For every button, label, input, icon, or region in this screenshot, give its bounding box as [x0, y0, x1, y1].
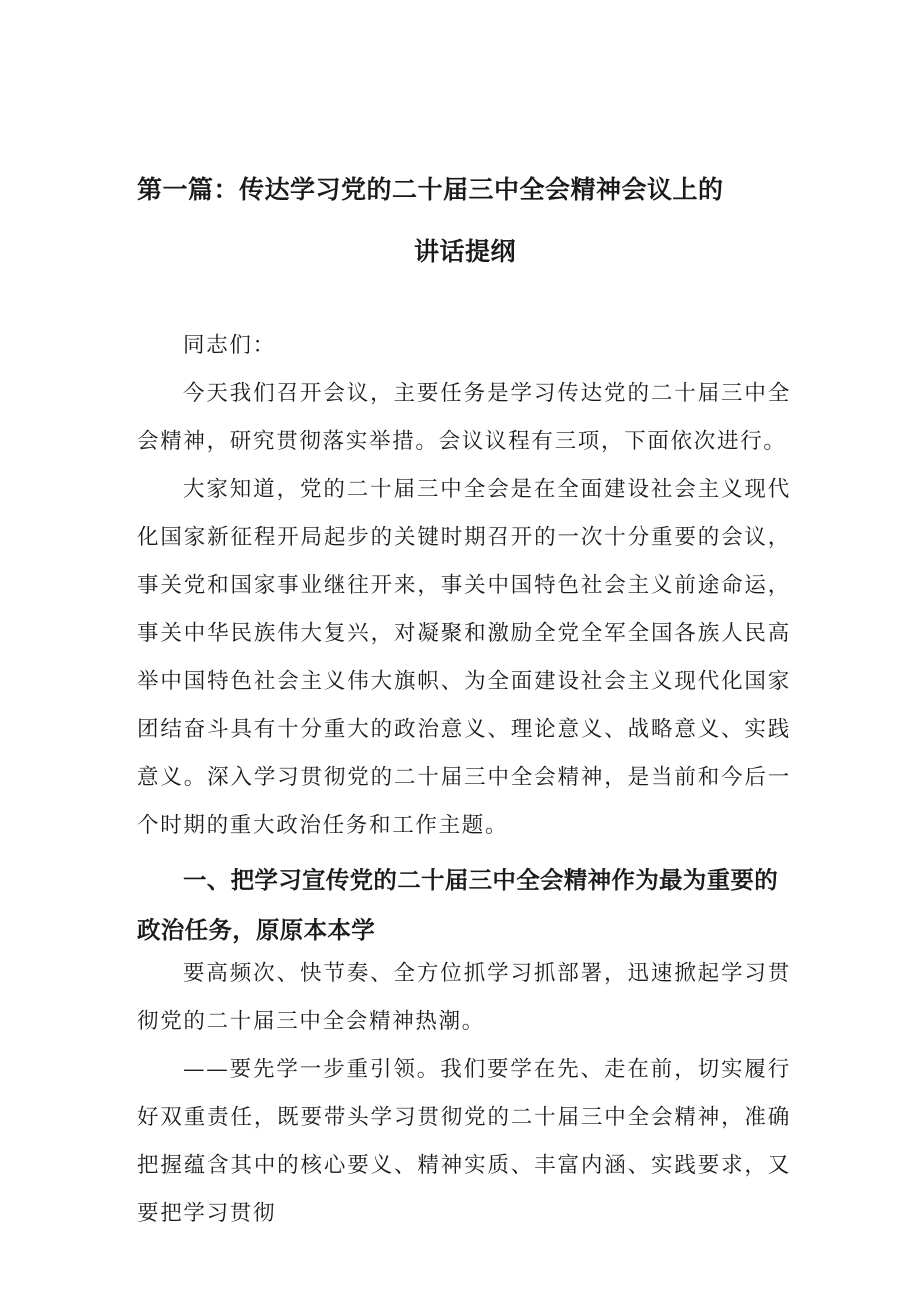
paragraph-study-deployment: 要高频次、快节奏、全方位抓学习抓部署，迅速掀起学习贯彻党的二十届三中全会精神热潮。 [137, 961, 791, 1034]
document-title-line-2: 讲话提纲 [414, 237, 517, 266]
salutation: 同志们： [183, 333, 276, 358]
section-heading-1: 一、把学习宣传党的二十届三中全会精神作为最为重要的政治任务，原原本本学 [137, 866, 778, 944]
paragraph-lead-study: ——要先学一步重引领。我们要学在先、走在前，切实履行好双重责任，既要带头学习贯彻党的二十届三中全会精神，准确把握蕴含其中的核心要义、精神实质、丰富内涵、实践要求，又要把学习贯彻 [137, 1057, 791, 1226]
paragraph-significance: 大家知道，党的二十届三中全会是在全面建设社会主义现代化国家新征程开局起步的关键时期召开的一次十分重要的会议，事关党和国家事业继往开来，事关中国特色社会主义前途命运，事关中华民族伟大复兴，对凝聚和激励全党全军全国各族人民高举中国特色社会主义伟大旗帜、为全面建设社会主义现代化国家团结奋斗具有十分重大的政治意义、理论意义、战略意义、实践意义。深入学习贯彻党的二十届三中全会精神，是当前和今后一个时期的重大政治任务和工作主题。 [137, 477, 791, 838]
paragraph-opening: 今天我们召开会议，主要任务是学习传达党的二十届三中全会精神，研究贯彻落实举措。会议议程有三项，下面依次进行。 [137, 381, 791, 454]
document-title-line-1: 第一篇：传达学习党的二十届三中全会精神会议上的 [137, 175, 724, 204]
